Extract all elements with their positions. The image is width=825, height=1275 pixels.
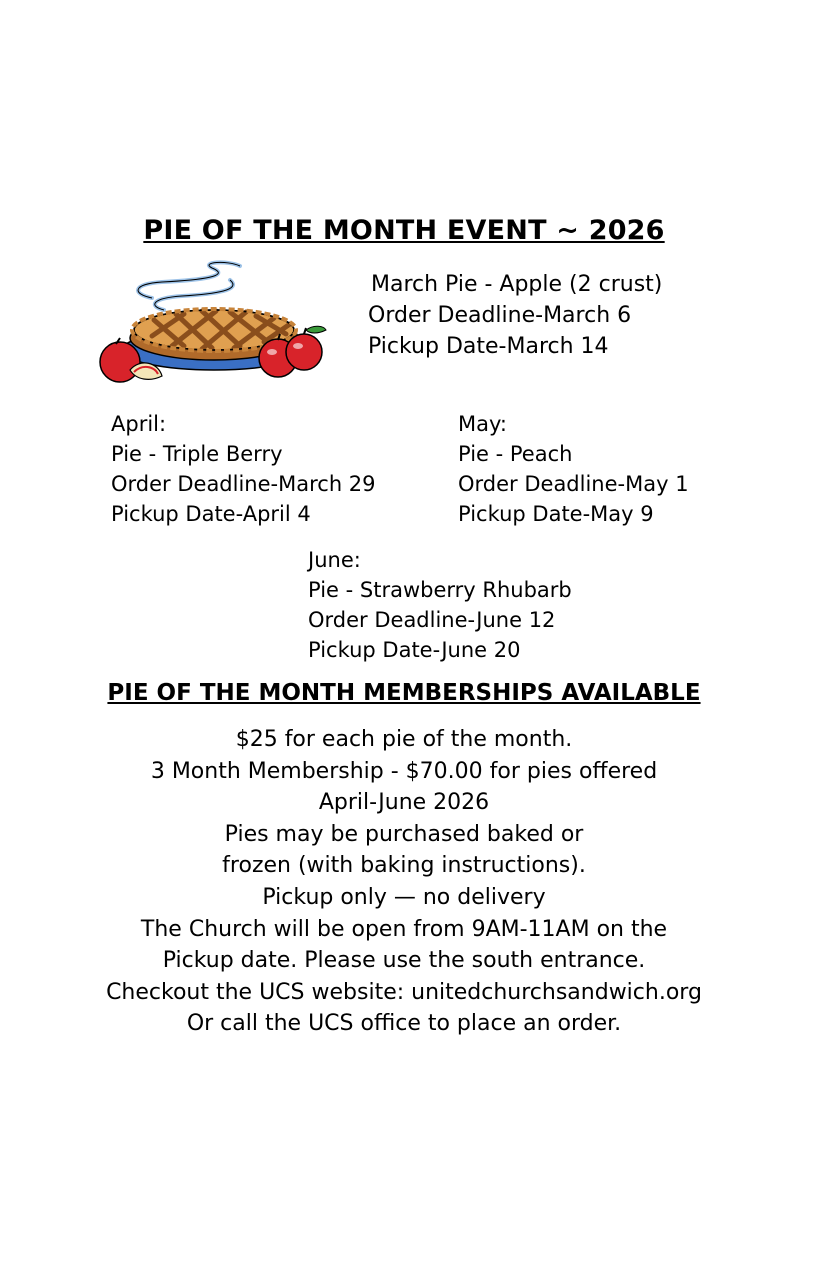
may-pie-name: Pie - Peach	[458, 442, 573, 466]
march-pie-name: March Pie - Apple (2 crust)	[371, 272, 663, 297]
detail-line: April-June 2026	[318, 790, 490, 816]
detail-line: frozen (with baking instructions).	[222, 853, 586, 879]
may-pie-info	[458, 409, 689, 529]
may-label: May:	[458, 412, 507, 436]
memberships-heading: PIE OF THE MONTH MEMBERSHIPS AVAILABLE	[107, 680, 701, 706]
april-order-deadline: Order Deadline-March 29	[111, 472, 376, 496]
march-order-deadline: Order Deadline-March 6	[368, 303, 632, 328]
may-order-deadline: Order Deadline-May 1	[458, 472, 689, 496]
detail-line: Checkout the UCS website: unitedchurchsandwich.org	[106, 979, 702, 1005]
march-pickup-date: Pickup Date-March 14	[368, 334, 609, 359]
march-pie-info	[368, 269, 662, 362]
membership-details	[0, 724, 808, 1040]
april-pickup-date: Pickup Date-April 4	[111, 502, 311, 526]
page-title: PIE OF THE MONTH EVENT ~ 2026	[143, 215, 665, 246]
detail-line: The Church will be open from 9AM-11AM on the	[140, 916, 668, 942]
april-pie-info	[111, 409, 376, 529]
june-pie-name: Pie - Strawberry Rhubarb	[308, 578, 572, 602]
detail-line: Or call the UCS office to place an order.	[186, 1011, 622, 1037]
detail-line: 3 Month Membership - $70.00 for pies offered	[150, 758, 658, 784]
june-order-deadline: Order Deadline-June 12	[308, 608, 556, 632]
june-pie-info	[308, 545, 572, 665]
detail-line: Pickup only — no delivery	[262, 884, 546, 910]
may-pickup-date: Pickup Date-May 9	[458, 502, 654, 526]
april-pie-name: Pie - Triple Berry	[111, 442, 283, 466]
detail-line: Pickup date. Please use the south entrance.	[162, 948, 646, 974]
april-label: April:	[111, 412, 167, 436]
june-pickup-date: Pickup Date-June 20	[308, 638, 521, 662]
june-label: June:	[308, 548, 361, 572]
apple-pie-icon	[92, 258, 328, 384]
detail-line: Pies may be purchased baked or	[224, 821, 584, 847]
detail-line: $25 for each pie of the month.	[235, 727, 573, 752]
